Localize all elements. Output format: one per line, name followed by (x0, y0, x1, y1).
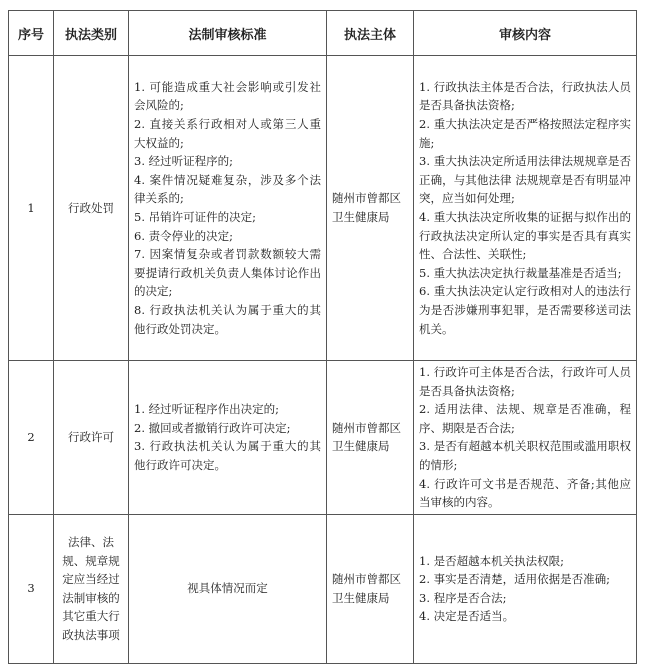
table-header-row (9, 11, 637, 56)
header-subject: 执法主体 (327, 11, 414, 56)
table-row (9, 514, 637, 663)
standard-item: 8. 行政执法机关认为属于重大的其他行政处罚决定。 (134, 302, 321, 336)
review-standards-table (8, 10, 637, 664)
standard-item: 2. 直接关系行政相对人或第三人重大权益的; (134, 117, 321, 150)
row-category: 行政处罚 (54, 56, 129, 361)
row-standards (129, 361, 327, 515)
standard-item: 3. 行政执法机关认为属于重大的其他行政许可决定。 (134, 439, 321, 472)
content-item: 2. 适用法律、法规、规章是否准确，程序、期限是否合法; (419, 402, 631, 435)
row-number: 2 (9, 361, 54, 515)
header-no: 序号 (9, 11, 54, 56)
row-number: 3 (9, 514, 54, 663)
standard-item: 4. 案件情况疑难复杂，涉及多个法律关系的; (134, 172, 321, 206)
row-standards (129, 56, 327, 361)
content-item: 3. 重大执法决定所适用法律法规规章是否正确，与其他法律 法规规章是否有明显冲突，应当如何处理; (419, 154, 631, 206)
content-item: 1. 是否超越本机关执法权限; (419, 553, 565, 568)
standard-item: 5. 吊销许可证件的决定; (134, 210, 257, 224)
row-contents (414, 514, 637, 663)
row-contents (414, 56, 637, 361)
content-item: 1. 行政许可主体是否合法，行政许可人员是否具备执法资格; (419, 365, 631, 398)
table-row (9, 361, 637, 515)
standard-item: 3. 经过听证程序的; (134, 154, 234, 169)
content-item: 4. 行政许可文书是否规范、齐备;其他应当审核的内容。 (419, 476, 631, 510)
row-standard-text: 视具体情况而定 (129, 514, 327, 663)
standard-item: 2. 撤回或者撤销行政许可决定; (134, 420, 291, 435)
header-content: 审核内容 (414, 11, 637, 56)
table-row (9, 56, 637, 361)
header-category: 执法类别 (54, 11, 129, 56)
row-subject: 随州市曾都区卫生健康局 (327, 361, 414, 515)
row-category: 法律、法规、规章规定应当经过法制审核的其它重大行政执法事项 (54, 514, 129, 663)
standard-item: 1. 经过听证程序作出决定的; (134, 402, 280, 417)
content-item: 2. 重大执法决定是否严格按照法定程序实施; (419, 117, 631, 150)
header-standard: 法制审核标准 (129, 11, 327, 56)
row-number: 1 (9, 56, 54, 361)
standard-item: 7. 因案情复杂或者罚款数额较大需要提请行政机关负责人集体讨论作出的决定; (134, 247, 321, 299)
content-item: 4. 重大执法决定所收集的证据与拟作出的行政执法决定所认定的事实是否具有真实性、合法性、关联性; (419, 210, 631, 262)
row-subject: 随州市曾都区卫生健康局 (327, 56, 414, 361)
content-item: 3. 程序是否合法; (419, 590, 507, 605)
row-subject: 随州市曾都区卫生健康局 (327, 514, 414, 663)
content-item: 4. 决定是否适当。 (419, 609, 515, 624)
content-item: 5. 重大执法决定执行裁量基准是否适当; (419, 265, 622, 280)
standard-item: 1. 可能造成重大社会影响或引发社会风险的; (134, 79, 321, 113)
content-item: 6. 重大执法决定认定行政相对人的违法行为是否涉嫌刑事犯罪，是否需要移送司法机关。 (419, 284, 631, 336)
content-item: 3. 是否有超越本机关职权范围或滥用职权的情形; (419, 439, 631, 472)
standard-item: 6. 责令停业的决定; (134, 228, 234, 243)
content-item: 1. 行政执法主体是否合法，行政执法人员是否具备执法资格; (419, 79, 631, 113)
row-category: 行政许可 (54, 361, 129, 515)
row-contents (414, 361, 637, 515)
content-item: 2. 事实是否清楚，适用依据是否准确; (419, 572, 611, 587)
